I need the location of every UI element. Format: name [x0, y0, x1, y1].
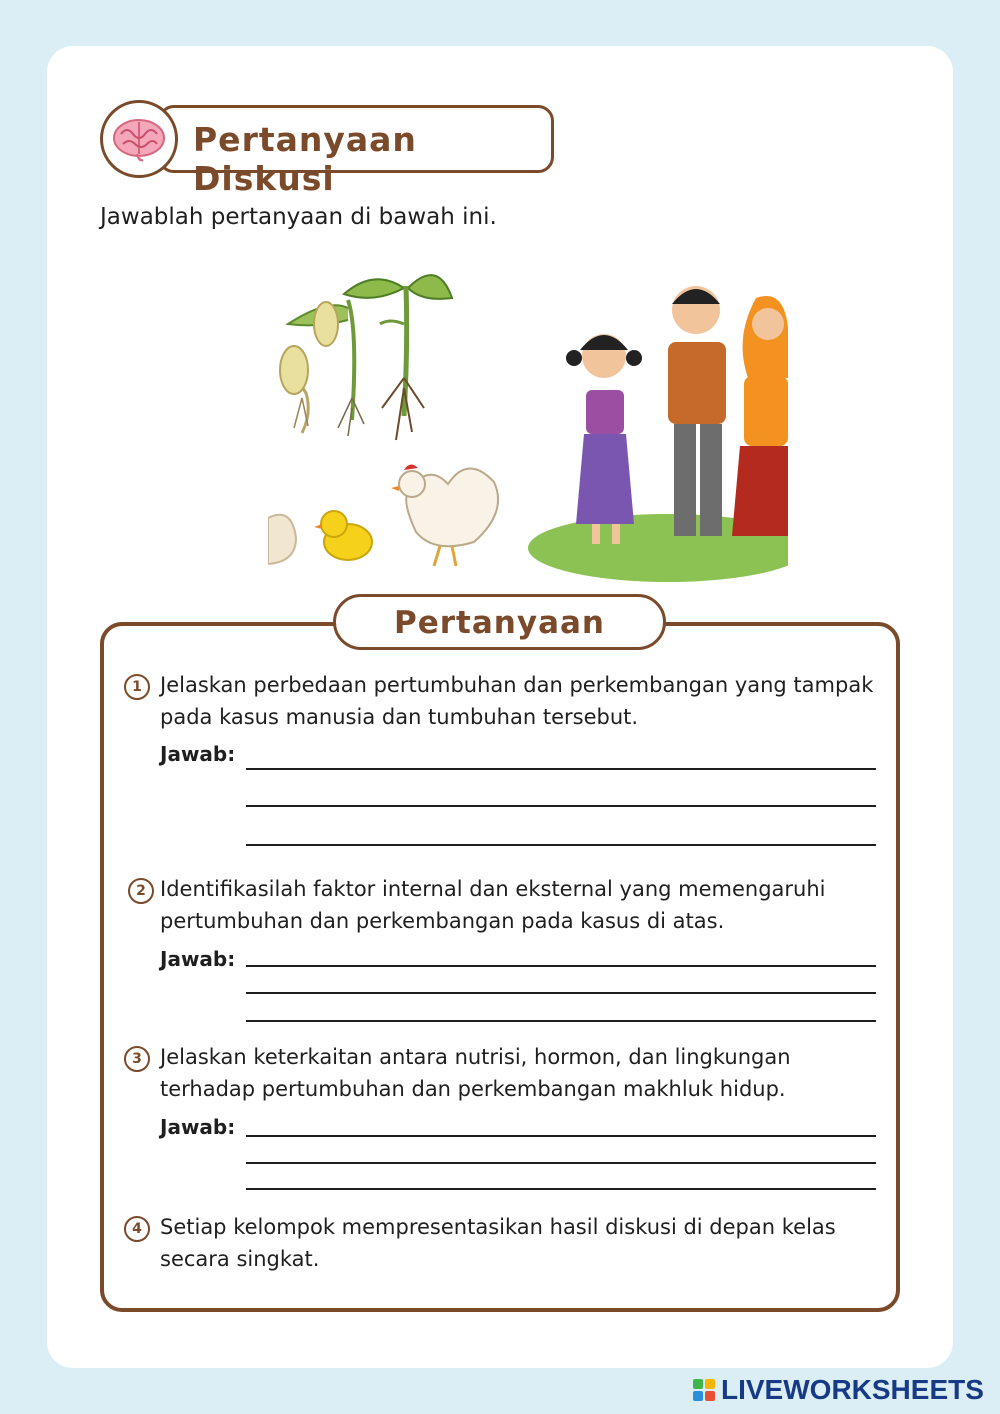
brain-icon — [100, 100, 178, 178]
question-text: Jelaskan perbedaan pertumbuhan dan perkembangan yang tampak pada kasus manusia dan tumbuhan tersebut. — [160, 673, 874, 729]
answer-label: Jawab: — [160, 947, 236, 971]
question-text: Setiap kelompok mempresentasikan hasil diskusi di depan kelas secara singkat. — [160, 1215, 836, 1271]
answer-line[interactable] — [246, 965, 876, 967]
answer-line[interactable] — [246, 992, 876, 994]
page-title: Pertanyaan Diskusi — [193, 120, 417, 198]
brand-name: LIVEWORKSHEETS — [721, 1374, 984, 1405]
illustration — [268, 258, 788, 586]
questions-title: Pertanyaan — [394, 605, 605, 641]
egg-chick-hen-illustration — [268, 464, 498, 566]
question-number: 1 — [124, 674, 150, 700]
liveworksheets-logo — [693, 1374, 984, 1406]
instruction-text: Jawablah pertanyaan di bawah ini. — [100, 204, 497, 230]
bean-sprout-illustration — [280, 275, 452, 440]
section-title-badge — [158, 105, 554, 198]
answer-line[interactable] — [246, 768, 876, 770]
family-illustration — [528, 286, 788, 582]
questions-tab — [333, 594, 666, 650]
answer-label: Jawab: — [160, 742, 236, 766]
answer-line[interactable] — [246, 805, 876, 807]
question-number: 3 — [124, 1046, 150, 1072]
answer-line[interactable] — [246, 1135, 876, 1137]
question-text: Jelaskan keterkaitan antara nutrisi, hormon, dan lingkungan terhadap pertumbuhan dan perkembangan makhluk hidup. — [160, 1045, 791, 1101]
answer-line[interactable] — [246, 844, 876, 846]
answer-line[interactable] — [246, 1188, 876, 1190]
answer-line[interactable] — [246, 1162, 876, 1164]
logo-grid-icon — [693, 1379, 715, 1401]
question-number: 4 — [124, 1216, 150, 1242]
answer-label: Jawab: — [160, 1115, 236, 1139]
answer-line[interactable] — [246, 1020, 876, 1022]
question-text: Identifikasilah faktor internal dan eksternal yang memengaruhi pertumbuhan dan perkembangan pada kasus di atas. — [160, 877, 826, 933]
question-number: 2 — [128, 878, 154, 904]
